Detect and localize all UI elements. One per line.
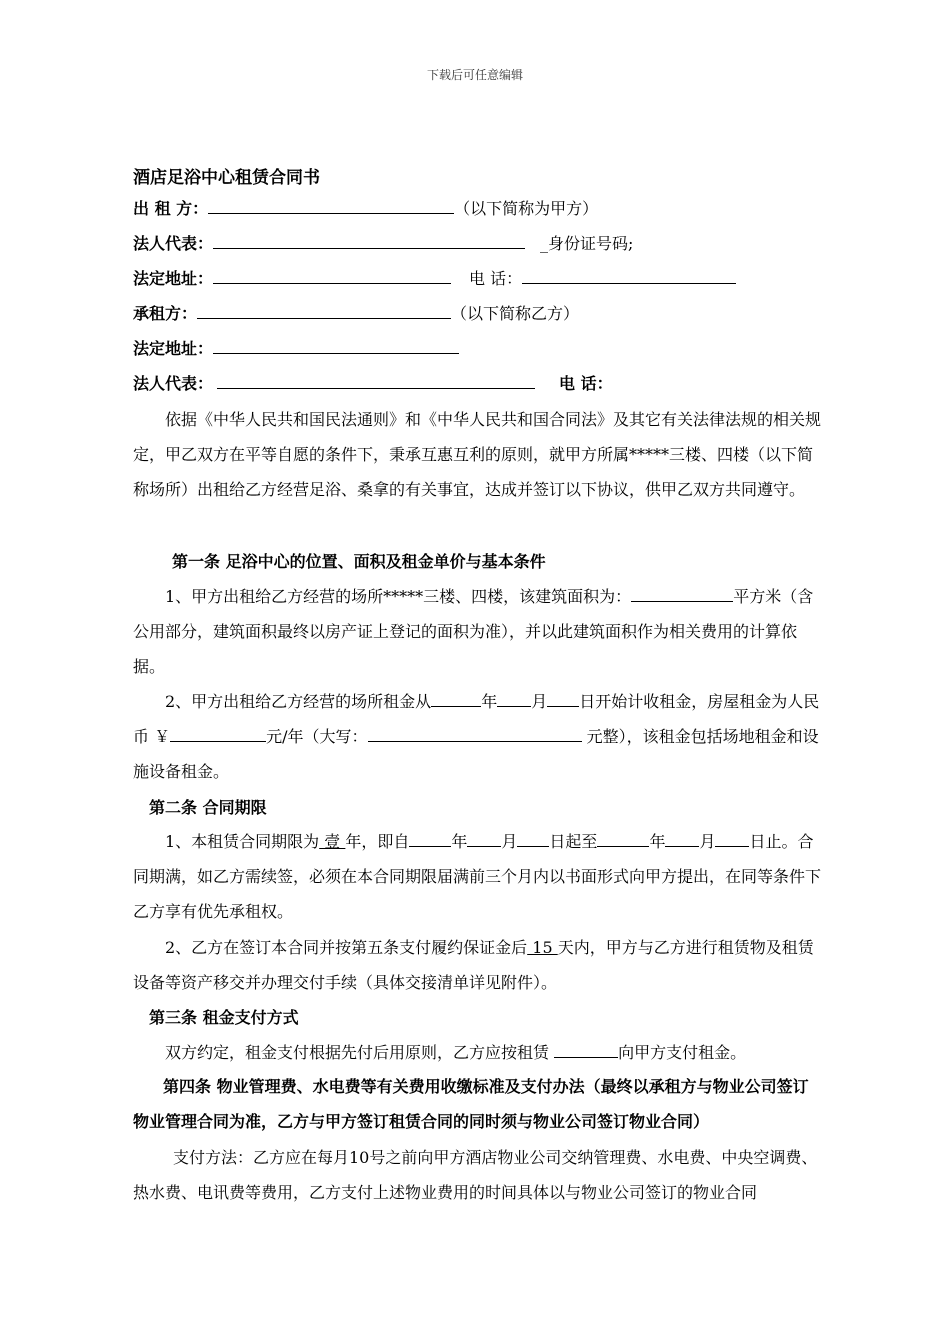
rent-words-blank[interactable]	[368, 726, 582, 742]
payment-period-blank[interactable]	[554, 1042, 618, 1058]
start-month-blank[interactable]	[497, 691, 531, 707]
rep2-label: 法人代表：	[133, 374, 214, 393]
article2-clause2	[133, 930, 823, 1000]
start-day-blank[interactable]	[547, 691, 579, 707]
addr2-blank[interactable]	[213, 338, 459, 354]
phone1-blank[interactable]	[522, 268, 736, 284]
lessor-label: 出 租 方：	[133, 199, 209, 218]
addr2-line	[133, 338, 459, 360]
page-header: 下载后可任意编辑	[426, 68, 523, 82]
year-label: 年	[649, 832, 666, 851]
article3-heading: 第三条 租金支付方式	[149, 1008, 299, 1027]
addr1-label: 法定地址：	[133, 269, 214, 288]
term-end-year-blank[interactable]	[597, 831, 649, 847]
article1-clause2	[133, 684, 823, 789]
article2-clause2-text-a: 2、乙方在签订本合同并按第五条支付履约保证金后	[165, 938, 528, 957]
month-label: 月	[531, 692, 548, 711]
lessee-blank[interactable]	[197, 303, 451, 319]
article1-clause2-text-b: 日开始计收租金，房屋租金为人民币 ￥	[133, 692, 820, 746]
rep2-line	[133, 373, 613, 395]
rep2-blank[interactable]	[217, 373, 535, 389]
rep1-line	[133, 233, 633, 255]
article2-clause1-text-c: 日起至	[549, 832, 598, 851]
term-start-day-blank[interactable]	[517, 831, 549, 847]
article1-clause2-text-d: 元整），该租金包括场地租金和设施设备租金。	[133, 727, 819, 781]
addr2-label: 法定地址：	[133, 339, 214, 358]
phone1-label: 电 话：	[469, 269, 523, 288]
phone2-label: 电 话：	[559, 374, 613, 393]
days-value: 15	[527, 938, 558, 957]
article2-clause1-text-a: 1、本租赁合同期限为	[165, 832, 320, 851]
rent-amount-blank[interactable]	[170, 726, 266, 742]
start-year-blank[interactable]	[431, 691, 481, 707]
article2-clause2-text-b: 天内，甲方与乙方进行租赁物及租赁设备等资产移交并办理交付手续（具体交接清单详见附件）。	[133, 938, 814, 992]
article1-clause2-text-a: 2、甲方出租给乙方经营的场所租金从	[165, 692, 432, 711]
lessor-blank[interactable]	[208, 198, 454, 214]
document-title: 酒店足浴中心租赁合同书	[133, 168, 320, 188]
article4-heading: 第四条 物业管理费、水电费等有关费用收缴标准及支付办法（最终以承租方与物业公司签订物业管理合同为准，乙方与甲方签订租赁合同的同时须与物业公司签订物业合同）	[133, 1077, 809, 1131]
article2-clause1	[133, 824, 823, 929]
article3-clause	[165, 1035, 825, 1070]
addr1-blank[interactable]	[213, 268, 451, 284]
lessee-line	[133, 303, 579, 325]
year-label: 年	[481, 692, 498, 711]
month-label: 月	[501, 832, 518, 851]
term-start-year-blank[interactable]	[409, 831, 451, 847]
article3-text-a: 双方约定，租金支付根据先付后用原则，乙方应按租赁	[165, 1043, 555, 1062]
id-label: _身份证号码;	[540, 234, 634, 253]
article2-clause1-text-b: 年，即自	[345, 832, 410, 851]
article1-clause1-text-a: 1、甲方出租给乙方经营的场所*****三楼、四楼，该建筑面积为：	[165, 587, 632, 606]
term-end-day-blank[interactable]	[715, 831, 749, 847]
article4-clause: 支付方法：乙方应在每月10号之前向甲方酒店物业公司交纳管理费、水电费、中央空调费、热水费、电讯费等费用，乙方支付上述物业费用的时间具体以与物业公司签订的物业合同	[133, 1148, 818, 1202]
month-label: 月	[699, 832, 716, 851]
article1-heading: 第一条 足浴中心的位置、面积及租金单价与基本条件	[172, 552, 546, 571]
article1-clause1	[133, 579, 823, 684]
lessor-note: （以下简称为甲方）	[454, 199, 599, 218]
area-blank[interactable]	[631, 586, 733, 602]
addr1-line	[133, 268, 736, 290]
rep1-label: 法人代表：	[133, 234, 214, 253]
term-end-month-blank[interactable]	[665, 831, 699, 847]
rep1-blank[interactable]	[213, 233, 525, 249]
lessee-note: （以下简称乙方）	[451, 304, 580, 323]
intro-paragraph: 依据《中华人民共和国民法通则》和《中华人民共和国合同法》及其它有关法律法规的相关规定，甲乙双方在平等自愿的条件下，秉承互惠互利的原则，就甲方所属*****三楼、四楼（以下简称场所）出租给乙方经营足浴、桑拿的有关事宜，达成并签订以下协议，供甲乙双方共同遵守。	[133, 410, 822, 499]
term-start-month-blank[interactable]	[467, 831, 501, 847]
article3-text-b: 向甲方支付租金。	[618, 1043, 747, 1062]
article1-clause2-text-c: 元/年（大写：	[266, 727, 368, 746]
article2-heading: 第二条 合同期限	[149, 798, 267, 817]
lessee-label: 承租方：	[133, 304, 198, 323]
article1-clause1-text-b: 平方米（含公用部分，建筑面积最终以房产证上登记的面积为准），并以此建筑面积作为相关费用的计算依据。	[133, 587, 814, 676]
lessor-line	[133, 198, 598, 220]
article2-clause1-text-d: 日止。合同期满，如乙方需续签，必须在本合同期限届满前三个月内以书面形式向甲方提出，在同等条件下乙方享有优先承租权。	[133, 832, 822, 921]
term-value: 壹	[319, 832, 346, 851]
year-label: 年	[451, 832, 468, 851]
